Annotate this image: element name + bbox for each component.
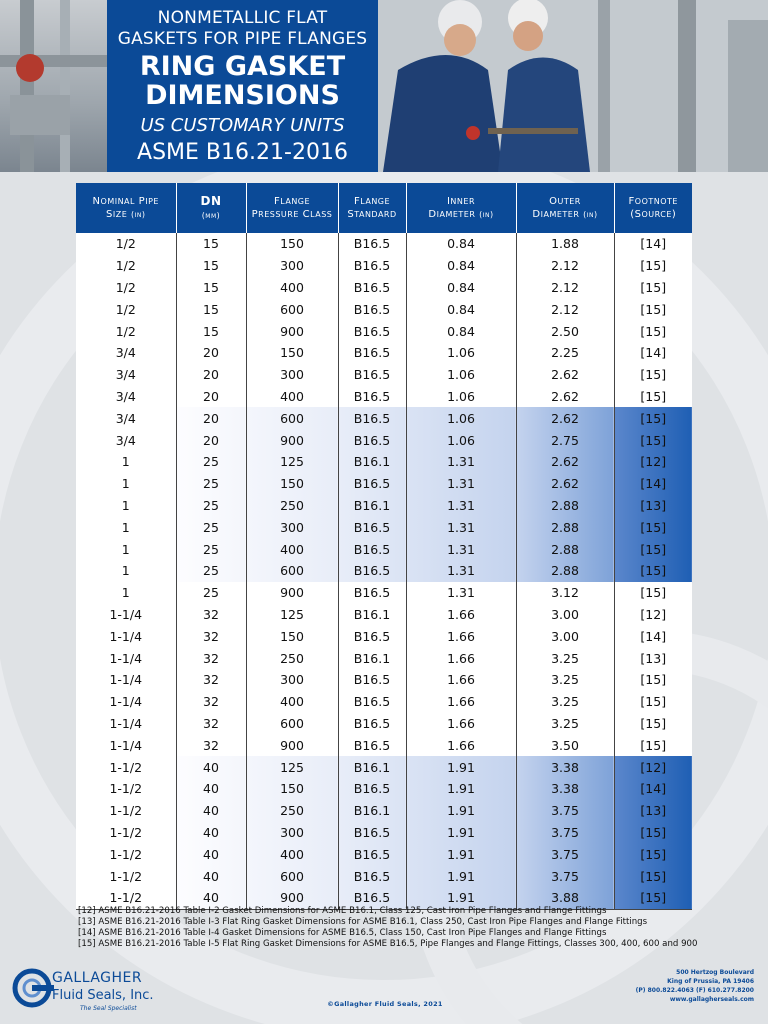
cell-outer-diameter: 3.50 xyxy=(516,734,614,756)
cell-pressure-class: 400 xyxy=(246,277,338,299)
cell-flange-standard: B16.5 xyxy=(338,713,406,735)
cell-footnote: [14] xyxy=(640,628,667,644)
cell-footnote: [15] xyxy=(640,737,667,753)
cell-inner-diameter: 1.66 xyxy=(406,604,516,626)
cell-pressure-class: 150 xyxy=(246,778,338,800)
title-line-2: GASKETS FOR PIPE FLANGES xyxy=(117,29,368,49)
cell-pressure-class: 250 xyxy=(246,647,338,669)
cell-dn: 32 xyxy=(176,691,246,713)
cell-dn: 25 xyxy=(176,560,246,582)
table-row xyxy=(76,495,692,517)
cell-pressure-class: 125 xyxy=(246,756,338,778)
table-row xyxy=(76,713,692,735)
cell-flange-standard: B16.1 xyxy=(338,495,406,517)
cell-outer-diameter: 3.00 xyxy=(516,604,614,626)
cell-inner-diameter: 1.91 xyxy=(406,887,516,909)
cell-footnote: [15] xyxy=(614,843,692,865)
cell-outer-diameter: 2.88 xyxy=(516,560,614,582)
standard-label: ASME B16.21-2016 xyxy=(137,140,348,165)
cell-pressure-class: 400 xyxy=(246,843,338,865)
cell-flange-standard: B16.5 xyxy=(338,822,406,844)
cell-flange-standard: B16.5 xyxy=(338,560,406,582)
cell-footnote: [15] xyxy=(614,429,692,451)
cell-dn: 25 xyxy=(176,516,246,538)
cell-flange-standard: B16.5 xyxy=(338,887,406,909)
cell-pressure-class: 400 xyxy=(246,691,338,713)
table-row xyxy=(76,669,692,691)
cell-outer-diameter: 3.38 xyxy=(516,756,614,778)
cell-dn: 40 xyxy=(176,887,246,909)
table-row xyxy=(76,604,692,626)
cell-flange-standard: B16.5 xyxy=(338,386,406,408)
cell-nominal-size: 1-1/4 xyxy=(76,669,176,691)
cell-footnote: [15] xyxy=(614,865,692,887)
table-row xyxy=(76,255,692,277)
cell-dn: 20 xyxy=(176,386,246,408)
cell-outer-diameter: 2.62 xyxy=(516,386,614,408)
cell-pressure-class: 900 xyxy=(246,582,338,604)
cell-pressure-class: 600 xyxy=(246,713,338,735)
cell-flange-standard: B16.5 xyxy=(338,255,406,277)
cell-nominal-size: 1 xyxy=(76,516,176,538)
cell-dn: 32 xyxy=(176,604,246,626)
cell-nominal-size: 1/2 xyxy=(76,255,176,277)
cell-flange-standard: B16.5 xyxy=(338,691,406,713)
cell-outer-diameter: 2.12 xyxy=(516,298,614,320)
cell-nominal-size: 3/4 xyxy=(76,407,176,429)
cell-footnote: [14] xyxy=(614,778,692,800)
col-header-flange-standard: FLANGE STANDARD xyxy=(338,183,406,233)
cell-footnote: [14] xyxy=(640,236,667,252)
cell-flange-standard: B16.5 xyxy=(338,342,406,364)
cell-dn: 40 xyxy=(176,800,246,822)
table-header-row xyxy=(76,183,692,233)
cell-flange-standard: B16.1 xyxy=(338,604,406,626)
cell-pressure-class: 400 xyxy=(246,386,338,408)
cell-dn: 40 xyxy=(176,843,246,865)
cell-dn: 40 xyxy=(176,756,246,778)
copyright: ©Gallagher Fluid Seals, 2021 xyxy=(327,1000,443,1008)
cell-footnote: [15] xyxy=(640,388,667,404)
cell-nominal-size: 1/2 xyxy=(76,320,176,342)
cell-dn: 32 xyxy=(176,734,246,756)
cell-inner-diameter: 0.84 xyxy=(406,255,516,277)
cell-flange-standard: B16.5 xyxy=(338,233,406,255)
title-panel xyxy=(107,0,378,172)
cell-footnote: [15] xyxy=(640,258,667,274)
cell-pressure-class: 900 xyxy=(246,734,338,756)
cell-inner-diameter: 1.66 xyxy=(406,713,516,735)
cell-inner-diameter: 1.66 xyxy=(406,691,516,713)
cell-outer-diameter: 3.38 xyxy=(516,778,614,800)
table-row xyxy=(76,582,692,604)
cell-pressure-class: 250 xyxy=(246,800,338,822)
header-banner xyxy=(0,0,768,172)
company-tagline: The Seal Specialist xyxy=(80,1005,137,1012)
cell-pressure-class: 600 xyxy=(246,407,338,429)
cell-nominal-size: 1-1/4 xyxy=(76,604,176,626)
cell-dn: 20 xyxy=(176,407,246,429)
cell-inner-diameter: 1.91 xyxy=(406,822,516,844)
col-header-outer-diameter: OUTER DIAMETER (in) xyxy=(516,183,614,233)
table-row xyxy=(76,429,692,451)
cell-nominal-size: 1 xyxy=(76,473,176,495)
address-city: King of Prussia, PA 19406 xyxy=(667,978,754,985)
cell-footnote: [15] xyxy=(614,407,692,429)
cell-nominal-size: 1 xyxy=(76,582,176,604)
cell-outer-diameter: 2.62 xyxy=(516,364,614,386)
units-subtitle: US CUSTOMARY UNITS xyxy=(140,115,345,136)
cell-dn: 40 xyxy=(176,865,246,887)
address-street: 500 Hertzog Boulevard xyxy=(676,969,754,976)
cell-inner-diameter: 1.66 xyxy=(406,734,516,756)
cell-flange-standard: B16.5 xyxy=(338,407,406,429)
cell-nominal-size: 1-1/4 xyxy=(76,734,176,756)
cell-inner-diameter: 1.31 xyxy=(406,582,516,604)
cell-pressure-class: 300 xyxy=(246,255,338,277)
cell-inner-diameter: 0.84 xyxy=(406,298,516,320)
footnotes xyxy=(78,906,758,950)
cell-footnote: [14] xyxy=(640,345,667,361)
table-body xyxy=(76,233,692,909)
cell-footnote: [15] xyxy=(640,694,667,710)
cell-pressure-class: 900 xyxy=(246,320,338,342)
cell-outer-diameter: 2.88 xyxy=(516,538,614,560)
cell-outer-diameter: 3.25 xyxy=(516,647,614,669)
industrial-photo-left xyxy=(0,0,107,172)
cell-footnote: [12] xyxy=(614,756,692,778)
cell-flange-standard: B16.5 xyxy=(338,516,406,538)
cell-footnote: [14] xyxy=(614,473,692,495)
cell-inner-diameter: 1.31 xyxy=(406,473,516,495)
cell-flange-standard: B16.5 xyxy=(338,429,406,451)
cell-outer-diameter: 2.62 xyxy=(516,407,614,429)
cell-footnote: [15] xyxy=(640,715,667,731)
address-phone: (P) 800.822.4063 (F) 610.277.8200 xyxy=(635,987,754,994)
cell-inner-diameter: 1.31 xyxy=(406,451,516,473)
gasket-dimensions-table xyxy=(76,183,692,910)
cell-pressure-class: 150 xyxy=(246,342,338,364)
cell-pressure-class: 300 xyxy=(246,516,338,538)
cell-footnote: [15] xyxy=(614,560,692,582)
cell-footnote: [13] xyxy=(614,800,692,822)
cell-dn: 32 xyxy=(176,713,246,735)
cell-footnote: [15] xyxy=(640,672,667,688)
cell-inner-diameter: 1.91 xyxy=(406,843,516,865)
cell-outer-diameter: 3.75 xyxy=(516,865,614,887)
cell-nominal-size: 1-1/2 xyxy=(76,865,176,887)
company-name-sub: Fluid Seals, Inc. xyxy=(52,988,154,1003)
cell-flange-standard: B16.5 xyxy=(338,734,406,756)
table-row xyxy=(76,386,692,408)
cell-pressure-class: 900 xyxy=(246,887,338,909)
table-row xyxy=(76,407,692,429)
table-row xyxy=(76,538,692,560)
cell-pressure-class: 900 xyxy=(246,429,338,451)
cell-nominal-size: 1-1/4 xyxy=(76,713,176,735)
cell-inner-diameter: 0.84 xyxy=(406,277,516,299)
cell-outer-diameter: 3.88 xyxy=(516,887,614,909)
cell-footnote: [15] xyxy=(640,323,667,339)
col-header-inner-diameter: INNER DIAMETER (in) xyxy=(406,183,516,233)
cell-pressure-class: 600 xyxy=(246,298,338,320)
cell-dn: 32 xyxy=(176,647,246,669)
cell-nominal-size: 1-1/2 xyxy=(76,843,176,865)
company-name: GALLAGHER xyxy=(52,970,143,986)
cell-inner-diameter: 1.31 xyxy=(406,516,516,538)
cell-dn: 20 xyxy=(176,342,246,364)
cell-nominal-size: 3/4 xyxy=(76,386,176,408)
table-row xyxy=(76,516,692,538)
table-row xyxy=(76,800,692,822)
table-row xyxy=(76,473,692,495)
table-row xyxy=(76,865,692,887)
cell-footnote: [15] xyxy=(614,516,692,538)
cell-flange-standard: B16.5 xyxy=(338,298,406,320)
cell-nominal-size: 1-1/2 xyxy=(76,778,176,800)
col-header-dn: DN (mm) xyxy=(176,183,246,233)
cell-pressure-class: 600 xyxy=(246,560,338,582)
cell-nominal-size: 1/2 xyxy=(76,298,176,320)
cell-outer-diameter: 2.25 xyxy=(516,342,614,364)
cell-nominal-size: 1 xyxy=(76,451,176,473)
cell-flange-standard: B16.5 xyxy=(338,364,406,386)
cell-outer-diameter: 2.62 xyxy=(516,473,614,495)
cell-dn: 25 xyxy=(176,495,246,517)
title-main-1: RING GASKET xyxy=(139,51,346,82)
cell-dn: 32 xyxy=(176,625,246,647)
cell-footnote: [15] xyxy=(640,301,667,317)
cell-inner-diameter: 0.84 xyxy=(406,233,516,255)
cell-nominal-size: 1-1/2 xyxy=(76,756,176,778)
title-main-2: DIMENSIONS xyxy=(145,80,340,111)
cell-outer-diameter: 1.88 xyxy=(516,233,614,255)
cell-flange-standard: B16.5 xyxy=(338,865,406,887)
page-title xyxy=(107,52,378,110)
cell-pressure-class: 300 xyxy=(246,822,338,844)
cell-flange-standard: B16.1 xyxy=(338,451,406,473)
cell-flange-standard: B16.5 xyxy=(338,843,406,865)
cell-outer-diameter: 3.75 xyxy=(516,800,614,822)
table-row xyxy=(76,320,692,342)
cell-dn: 15 xyxy=(176,233,246,255)
cell-inner-diameter: 1.06 xyxy=(406,386,516,408)
cell-outer-diameter: 2.88 xyxy=(516,516,614,538)
cell-pressure-class: 250 xyxy=(246,495,338,517)
cell-flange-standard: B16.5 xyxy=(338,669,406,691)
cell-flange-standard: B16.5 xyxy=(338,625,406,647)
table-row xyxy=(76,647,692,669)
cell-inner-diameter: 1.91 xyxy=(406,865,516,887)
table-row xyxy=(76,298,692,320)
cell-footnote: [15] xyxy=(640,367,667,383)
cell-outer-diameter: 3.00 xyxy=(516,625,614,647)
cell-nominal-size: 1/2 xyxy=(76,233,176,255)
cell-dn: 20 xyxy=(176,364,246,386)
title-kicker xyxy=(107,8,378,50)
cell-dn: 25 xyxy=(176,538,246,560)
cell-flange-standard: B16.5 xyxy=(338,538,406,560)
cell-outer-diameter: 2.12 xyxy=(516,277,614,299)
cell-nominal-size: 1 xyxy=(76,538,176,560)
cell-pressure-class: 125 xyxy=(246,604,338,626)
cell-dn: 25 xyxy=(176,451,246,473)
table-row xyxy=(76,364,692,386)
footnote-15: [15] ASME B16.21-2016 Table I-5 Flat Ring Gasket Dimensions for ASME B16.5, Pipe Flanges and Flange Fittings, Classes 300, 400, 600 and 900 xyxy=(78,939,698,949)
cell-flange-standard: B16.5 xyxy=(338,582,406,604)
cell-nominal-size: 1 xyxy=(76,560,176,582)
cell-flange-standard: B16.5 xyxy=(338,473,406,495)
cell-flange-standard: B16.1 xyxy=(338,756,406,778)
cell-dn: 20 xyxy=(176,429,246,451)
table-row xyxy=(76,843,692,865)
cell-flange-standard: B16.5 xyxy=(338,778,406,800)
table-row xyxy=(76,342,692,364)
cell-footnote: [15] xyxy=(614,538,692,560)
cell-dn: 15 xyxy=(176,298,246,320)
cell-nominal-size: 3/4 xyxy=(76,429,176,451)
cell-inner-diameter: 1.31 xyxy=(406,560,516,582)
cell-nominal-size: 1-1/2 xyxy=(76,800,176,822)
cell-pressure-class: 150 xyxy=(246,233,338,255)
cell-outer-diameter: 3.25 xyxy=(516,691,614,713)
table-row xyxy=(76,233,692,255)
cell-inner-diameter: 1.06 xyxy=(406,407,516,429)
table-row xyxy=(76,822,692,844)
cell-outer-diameter: 3.75 xyxy=(516,822,614,844)
cell-dn: 15 xyxy=(176,277,246,299)
cell-nominal-size: 1/2 xyxy=(76,277,176,299)
cell-footnote: [15] xyxy=(614,822,692,844)
cell-footnote: [15] xyxy=(640,279,667,295)
cell-dn: 25 xyxy=(176,473,246,495)
cell-inner-diameter: 1.06 xyxy=(406,429,516,451)
table-row xyxy=(76,277,692,299)
col-header-flange-pressure-class: FLANGE PRESSURE CLASS xyxy=(246,183,338,233)
table-row xyxy=(76,778,692,800)
table-row xyxy=(76,451,692,473)
cell-nominal-size: 1-1/4 xyxy=(76,691,176,713)
cell-outer-diameter: 2.62 xyxy=(516,451,614,473)
company-address xyxy=(574,968,754,1004)
cell-pressure-class: 125 xyxy=(246,451,338,473)
cell-flange-standard: B16.1 xyxy=(338,647,406,669)
cell-inner-diameter: 1.31 xyxy=(406,538,516,560)
cell-nominal-size: 1-1/2 xyxy=(76,822,176,844)
cell-dn: 40 xyxy=(176,778,246,800)
cell-inner-diameter: 1.06 xyxy=(406,364,516,386)
cell-dn: 15 xyxy=(176,255,246,277)
cell-nominal-size: 1-1/2 xyxy=(76,887,176,909)
cell-dn: 25 xyxy=(176,582,246,604)
col-header-footnote: FOOTNOTE (SOURCE) xyxy=(614,183,692,233)
cell-inner-diameter: 1.06 xyxy=(406,342,516,364)
cell-inner-diameter: 1.91 xyxy=(406,800,516,822)
cell-footnote: [15] xyxy=(614,887,692,909)
cell-pressure-class: 300 xyxy=(246,364,338,386)
cell-pressure-class: 300 xyxy=(246,669,338,691)
cell-dn: 40 xyxy=(176,822,246,844)
footnote-13: [13] ASME B16.21-2016 Table I-3 Flat Ring Gasket Dimensions for ASME B16.1, Class 250, Cast Iron Pipe Flanges and Flange Fittings xyxy=(78,917,648,927)
cell-pressure-class: 150 xyxy=(246,625,338,647)
cell-nominal-size: 1-1/4 xyxy=(76,625,176,647)
cell-nominal-size: 3/4 xyxy=(76,342,176,364)
cell-outer-diameter: 3.12 xyxy=(516,582,614,604)
cell-flange-standard: B16.5 xyxy=(338,320,406,342)
cell-inner-diameter: 1.91 xyxy=(406,778,516,800)
cell-pressure-class: 400 xyxy=(246,538,338,560)
cell-nominal-size: 1-1/4 xyxy=(76,647,176,669)
cell-pressure-class: 600 xyxy=(246,865,338,887)
cell-outer-diameter: 2.88 xyxy=(516,495,614,517)
cell-footnote: [15] xyxy=(640,585,667,601)
cell-inner-diameter: 1.31 xyxy=(406,495,516,517)
table-row xyxy=(76,756,692,778)
cell-outer-diameter: 3.75 xyxy=(516,843,614,865)
cell-inner-diameter: 1.66 xyxy=(406,669,516,691)
cell-footnote: [12] xyxy=(614,451,692,473)
table-row xyxy=(76,691,692,713)
cell-footnote: [13] xyxy=(614,495,692,517)
cell-inner-diameter: 1.91 xyxy=(406,756,516,778)
cell-footnote: [13] xyxy=(640,650,667,666)
address-website[interactable]: www.gallagherseals.com xyxy=(669,996,754,1003)
col-header-nominal-pipe-size: NOMINAL PIPE SIZE (in) xyxy=(76,183,176,233)
cell-outer-diameter: 2.75 xyxy=(516,429,614,451)
cell-dn: 32 xyxy=(176,669,246,691)
cell-outer-diameter: 2.12 xyxy=(516,255,614,277)
cell-pressure-class: 150 xyxy=(246,473,338,495)
title-line-1: NONMETALLIC FLAT xyxy=(157,8,328,28)
cell-nominal-size: 3/4 xyxy=(76,364,176,386)
cell-flange-standard: B16.1 xyxy=(338,800,406,822)
cell-outer-diameter: 2.50 xyxy=(516,320,614,342)
workers-photo xyxy=(378,0,768,172)
cell-outer-diameter: 3.25 xyxy=(516,669,614,691)
footnote-12: [12] ASME B16.21-2016 Table I-2 Gasket Dimensions for ASME B16.1, Class 125, Cast Iron Pipe Flanges and Flange Fittings xyxy=(78,906,607,916)
cell-inner-diameter: 1.66 xyxy=(406,625,516,647)
cell-nominal-size: 1 xyxy=(76,495,176,517)
cell-dn: 15 xyxy=(176,320,246,342)
cell-inner-diameter: 0.84 xyxy=(406,320,516,342)
table-row xyxy=(76,625,692,647)
table-row xyxy=(76,560,692,582)
cell-outer-diameter: 3.25 xyxy=(516,713,614,735)
footnote-14: [14] ASME B16.21-2016 Table I-4 Gasket Dimensions for ASME B16.5, Class 150, Cast Iron Pipe Flanges and Flange Fittings xyxy=(78,928,607,938)
cell-inner-diameter: 1.66 xyxy=(406,647,516,669)
cell-footnote: [12] xyxy=(640,606,667,622)
cell-flange-standard: B16.5 xyxy=(338,277,406,299)
table-row xyxy=(76,734,692,756)
